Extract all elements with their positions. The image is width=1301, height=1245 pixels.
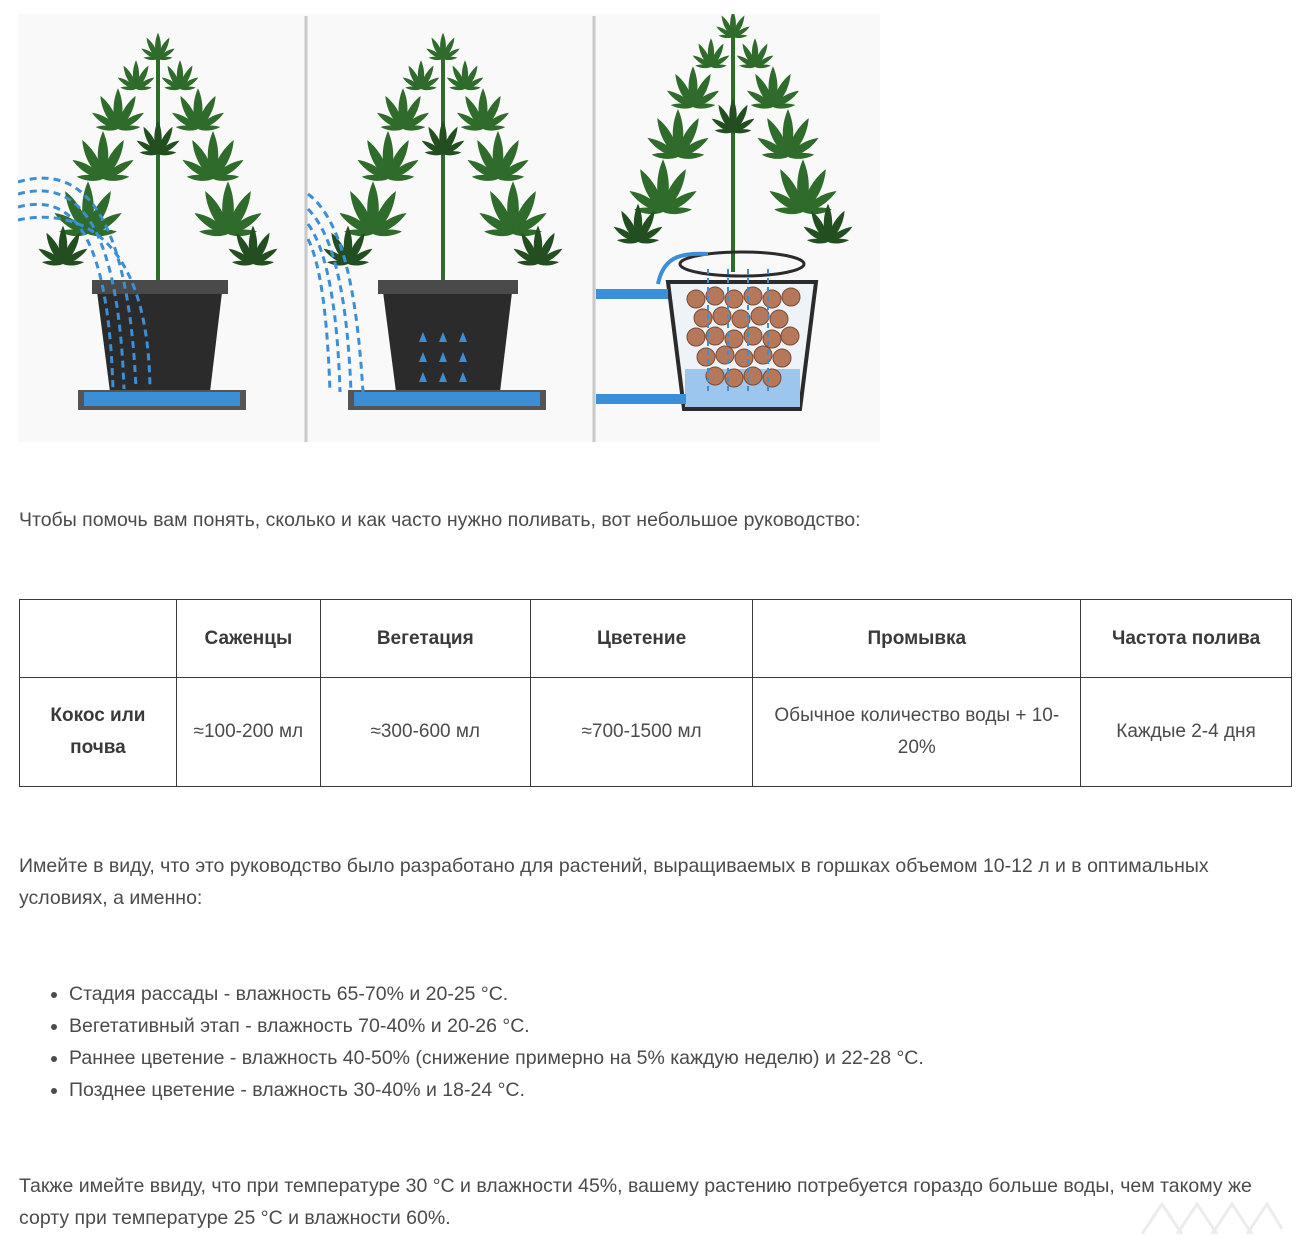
list-item: • Позднее цветение - влажность 30-40% и 18-24 °С. xyxy=(69,1074,924,1106)
table-header-vegetation: Вегетация xyxy=(320,600,530,678)
watering-methods-illustration xyxy=(18,14,880,442)
table-header-empty xyxy=(20,600,177,678)
table-header-frequency: Частота полива xyxy=(1081,600,1292,678)
note-paragraph: Имейте в виду, что это руководство было разработано для растений, выращиваемых в горшках объемом 10-12 л и в оптимальных условиях, а именно: xyxy=(19,855,1209,909)
row-label-substrate: Кокос или почва xyxy=(20,678,177,787)
list-item: • Раннее цветение - влажность 40-50% (снижение примерно на 5% каждую неделю) и 22-28 °С. xyxy=(69,1042,924,1074)
closing-paragraph: Также имейте ввиду, что при температуре 30 °С и влажности 45%, вашему растению потребуется гораздо больше воды, чем такому же сорту при температуре 25 °С и влажности 60%. xyxy=(19,1175,1252,1229)
table-header-flowering: Цветение xyxy=(530,600,753,678)
table-header-row xyxy=(20,600,1292,678)
table-row xyxy=(20,678,1292,787)
cell-vegetation: ≈300-600 мл xyxy=(320,678,530,787)
cell-flush: Обычное количество воды + 10-20% xyxy=(753,678,1081,787)
conditions-list xyxy=(19,978,924,1106)
cell-frequency: Каждые 2-4 дня xyxy=(1081,678,1292,787)
table-header-seedlings: Саженцы xyxy=(176,600,320,678)
table-header-flush: Промывка xyxy=(753,600,1081,678)
cell-seedlings: ≈100-200 мл xyxy=(176,678,320,787)
watering-guide-table xyxy=(19,599,1292,787)
list-item: • Вегетативный этап - влажность 70-40% и 20-26 °С. xyxy=(69,1010,924,1042)
intro-paragraph: Чтобы помочь вам понять, сколько и как часто нужно поливать, вот небольшое руководство: xyxy=(19,509,861,531)
watermark-logo-icon xyxy=(1137,1199,1287,1239)
list-item: • Стадия рассады - влажность 65-70% и 20-25 °С. xyxy=(69,978,924,1010)
cell-flowering: ≈700-1500 мл xyxy=(530,678,753,787)
